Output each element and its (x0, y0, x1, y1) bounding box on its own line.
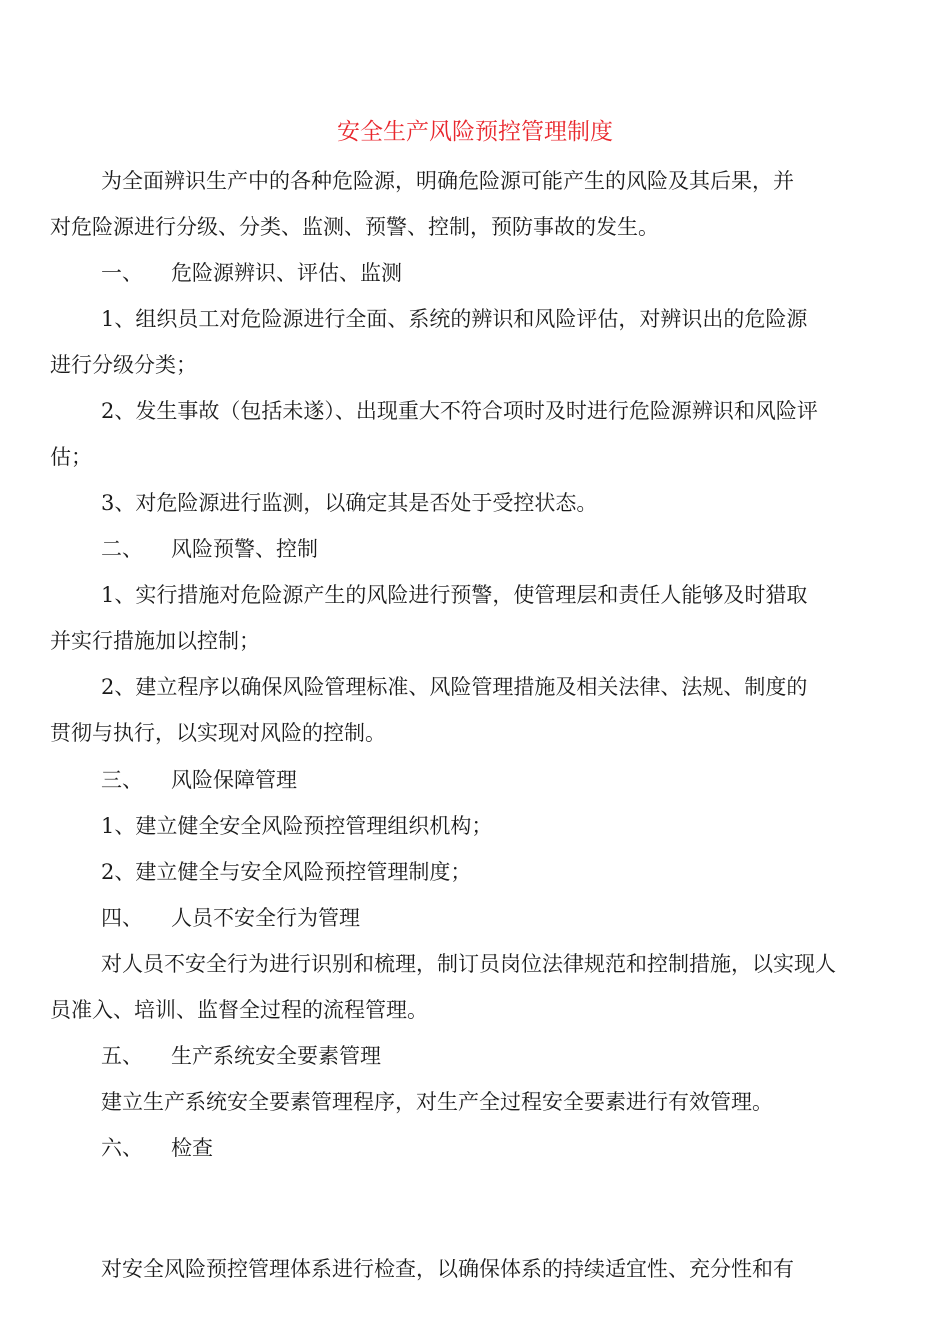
intro-line-1: 为全面辨识生产中的各种危险源，明确危险源可能产生的风险及其后果，并 (101, 169, 794, 193)
section-number: 二、 (101, 537, 143, 561)
paragraph-line: 1、组织员工对危险源进行全面、系统的辨识和风险评估，对辨识出的危险源 (101, 307, 808, 331)
paragraph-line: 进行分级分类； (50, 353, 197, 377)
section-number: 一、 (101, 261, 143, 285)
section-number: 四、 (101, 906, 143, 930)
paragraph-line: 1、建立健全安全风险预控管理组织机构； (101, 814, 493, 838)
document-title: 安全生产风险预控管理制度 (337, 119, 613, 145)
section-title: 危险源辨识、评估、监测 (171, 261, 402, 285)
section-heading-4 (101, 903, 360, 933)
section-title: 检查 (171, 1136, 213, 1160)
paragraph-line: 2、发生事故（包括未遂）、出现重大不符合项时及时进行危险源辨识和风险评 (101, 399, 818, 423)
section-heading-2 (101, 534, 318, 564)
section-title: 风险保障管理 (171, 768, 297, 792)
section-heading-6 (101, 1133, 213, 1163)
paragraph-line: 员准入、培训、监督全过程的流程管理。 (50, 998, 428, 1022)
paragraph-line: 对人员不安全行为进行识别和梳理，制订员岗位法律规范和控制措施，以实现人 (101, 952, 836, 976)
section-title: 人员不安全行为管理 (171, 906, 360, 930)
paragraph-line: 建立生产系统安全要素管理程序，对生产全过程安全要素进行有效管理。 (101, 1090, 773, 1114)
section-heading-5 (101, 1041, 381, 1071)
paragraph-line: 估； (50, 445, 92, 469)
paragraph-line: 对安全风险预控管理体系进行检查，以确保体系的持续适宜性、充分性和有 (101, 1257, 794, 1281)
paragraph-line: 2、建立程序以确保风险管理标准、风险管理措施及相关法律、法规、制度的 (101, 675, 808, 699)
section-number: 六、 (101, 1136, 143, 1160)
paragraph-line: 贯彻与执行，以实现对风险的控制。 (50, 721, 386, 745)
section-heading-3 (101, 765, 297, 795)
section-heading-1 (101, 258, 402, 288)
section-title: 生产系统安全要素管理 (171, 1044, 381, 1068)
paragraph-line: 2、建立健全与安全风险预控管理制度； (101, 860, 472, 884)
paragraph-line: 并实行措施加以控制； (50, 629, 260, 653)
paragraph-line: 1、实行措施对危险源产生的风险进行预警，使管理层和责任人能够及时猎取 (101, 583, 808, 607)
section-title: 风险预警、控制 (171, 537, 318, 561)
paragraph-line: 3、对危险源进行监测，以确定其是否处于受控状态。 (101, 491, 598, 515)
intro-line-2: 对危险源进行分级、分类、监测、预警、控制，预防事故的发生。 (50, 215, 659, 239)
section-number: 五、 (101, 1044, 143, 1068)
section-number: 三、 (101, 768, 143, 792)
